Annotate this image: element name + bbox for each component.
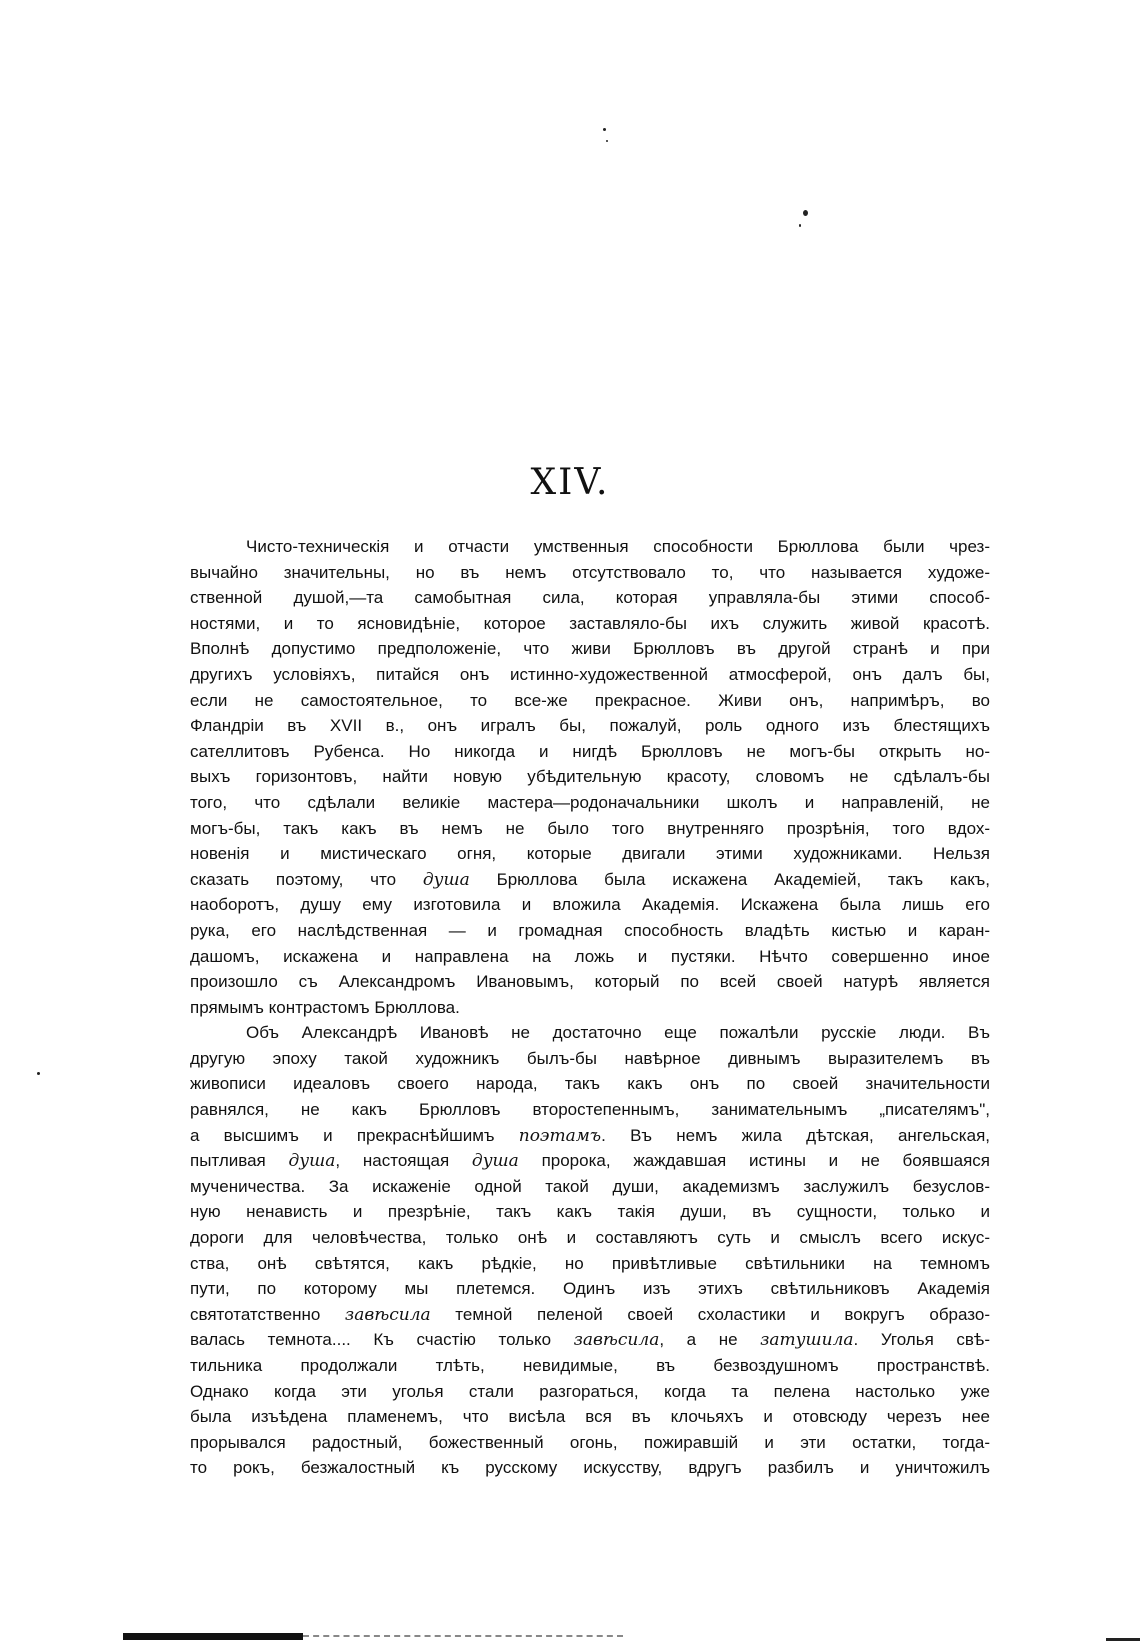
text-line: дороги для человѣчества, только онѣ и составляютъ суть и смыслъ всего искус-	[190, 1228, 990, 1248]
text-line: пытливая душа, настоящая душа пророка, жаждавшая истины и не боявшаяся	[190, 1151, 990, 1172]
text-line: ностями, и то ясновидѣніе, которое заставляло-бы ихъ служить живой красотѣ.	[190, 613, 990, 633]
text-line: тильника продолжали тлѣть, невидимые, въ безвоздушномъ пространствѣ.	[190, 1356, 990, 1375]
text-line: Чисто-техническія и отчасти умственныя способности Брюллова были чрез-	[246, 537, 990, 556]
text-line: пути, по которому мы плетемся. Одинъ изъ этихъ свѣтильниковъ Академія	[190, 1279, 990, 1299]
text-line: произошло съ Александромъ Ивановымъ, который по всей своей натурѣ является	[190, 972, 990, 992]
edge-mark	[1106, 1638, 1140, 1641]
chapter-body-text	[190, 534, 990, 1481]
text-line: прорывался радостный, божественный огонь, пожиравшій и эти остатки, тогда-	[190, 1432, 990, 1452]
text-line: дашомъ, искажена и направлена на ложь и пустяки. Нѣчто совершенно иное	[190, 946, 990, 966]
text-line: выхъ горизонтовъ, найти новую убѣдительную красоту, словомъ не сдѣлалъ-бы	[190, 767, 990, 787]
bottom-rule-faint	[303, 1635, 623, 1637]
text-line: прямымъ контрастомъ Брюллова.	[190, 997, 460, 1017]
text-line: валась темнота.... Къ счастію только завѣсила, а не затушила. Уголья свѣ-	[190, 1330, 990, 1351]
scan-speck	[603, 128, 606, 131]
text-line: то рокъ, безжалостный къ русскому искусству, вдругъ разбилъ и уничтожилъ	[190, 1458, 990, 1478]
text-line: мученичества. За искаженіе одной такой души, академизмъ заслужилъ безуслов-	[190, 1176, 990, 1196]
text-line: рука, его наслѣдственная — и громадная способность владѣть кистью и каран-	[190, 920, 990, 940]
text-line: того, что сдѣлали великіе мастера—родоначальники школъ и направленій, не	[190, 792, 990, 812]
text-line: была изъѣдена пламенемъ, что висѣла вся въ клочьяхъ и отовсюду черезъ нее	[190, 1407, 990, 1427]
text-line: вычайно значительны, но въ немъ отсутствовало то, что называется художе-	[190, 562, 990, 582]
text-line: сателлитовъ Рубенса. Но никогда и нигдѣ Брюлловъ не могъ-бы открыть но-	[190, 741, 990, 761]
text-line: равнялся, не какъ Брюлловъ второстепеннымъ, занимательнымъ „писателямъ",	[190, 1100, 990, 1120]
text-line: Фландріи въ XVII в., онъ игралъ бы, пожалуй, роль одного изъ блестящихъ	[190, 716, 990, 736]
bottom-rule	[123, 1633, 303, 1640]
text-line: живописи идеаловъ своего народа, такъ какъ онъ по своей значительности	[190, 1074, 990, 1094]
scan-speck	[803, 210, 808, 216]
text-line: сказать поэтому, что душа Брюллова была искажена Академіей, такъ какъ,	[190, 869, 990, 890]
text-line: а высшимъ и прекраснѣйшимъ поэтамъ. Въ немъ жила дѣтская, ангельская,	[190, 1125, 990, 1146]
text-line: другую эпоху такой художникъ былъ-бы навѣрное дивнымъ выразителемъ въ	[190, 1048, 990, 1068]
text-line: ства, онѣ свѣтятся, какъ рѣдкіе, но привѣтливые свѣтильники на темномъ	[190, 1253, 990, 1273]
text-line: Вполнѣ допустимо предположеніе, что живи Брюлловъ въ другой странѣ и при	[190, 639, 990, 659]
text-line: могъ-бы, такъ какъ въ немъ не было того внутренняго прозрѣнія, того вдох-	[190, 818, 990, 838]
scan-speck	[606, 140, 608, 142]
text-line: ную ненависть и презрѣніе, такъ какъ такія души, въ сущности, только и	[190, 1202, 990, 1222]
text-line: другихъ условіяхъ, питайся онъ истинно-художественной атмосферой, онъ далъ бы,	[190, 664, 990, 684]
text-line: Объ Александрѣ Ивановѣ не достаточно еще пожалѣли русскіе люди. Въ	[246, 1023, 990, 1043]
scan-speck	[37, 1072, 40, 1075]
text-line: если не самостоятельное, то все-же прекрасное. Живи онъ, напримѣръ, во	[190, 690, 990, 710]
chapter-heading: XIV.	[530, 462, 610, 503]
scan-speck	[799, 224, 801, 227]
text-line: святотатственно завѣсила темной пеленой своей схоластики и вокругъ образо-	[190, 1304, 990, 1325]
text-line: ственной душой,—та самобытная сила, которая управляла-бы этими способ-	[190, 588, 990, 608]
text-line: наоборотъ, душу ему изготовила и вложила Академія. Искажена была лишь его	[190, 895, 990, 915]
text-line: новенія и мистическаго огня, которые двигали этими художниками. Нельзя	[190, 844, 990, 864]
text-line: Однако когда эти уголья стали разгораться, когда та пелена настолько уже	[190, 1381, 990, 1401]
